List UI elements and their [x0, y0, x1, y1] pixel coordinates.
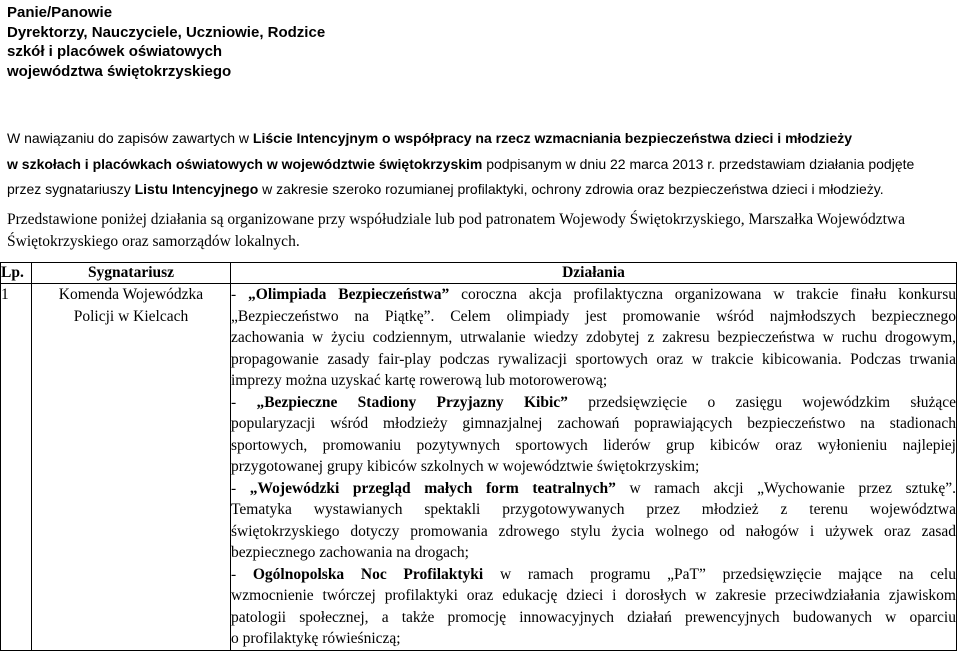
letter-of-intent-ref: Listu Intencyjnego [134, 181, 259, 197]
actions-table [0, 262, 957, 651]
action-line: zachowania w życiu codziennym, utrwalanie wiedzy zdobytej z zakresu bezpieczeństwa w ruchu drogowym, [231, 329, 956, 346]
cell-signatory [32, 284, 231, 651]
action-line: - „Wojewódzki przegląd małych form teatralnych” w ramach akcji „Wychowanie przez sztukę”. [231, 479, 956, 497]
action-line: o profilaktykę rówieśniczą; [231, 630, 401, 647]
intro-text: w zakresie szeroko rozumianej profilaktyki, ochrony zdrowia oraz bezpieczeństwa dzieci i młodzieży. [258, 181, 884, 197]
intro-text: przez sygnatariuszy [7, 181, 135, 197]
action-title: „Bezpieczne Stadiony Przyjazny Kibic” [256, 393, 568, 411]
header-lp: Lp. [1, 263, 32, 284]
salutation-line: Dyrektorzy, Nauczyciele, Uczniowie, Rodzice [7, 23, 326, 41]
action-line: - „Olimpiada Bezpieczeństwa” coroczna akcja profilaktyczna organizowana w trakcie finału konkursu [231, 286, 956, 303]
intro-paragraph [7, 126, 953, 203]
cell-actions [231, 284, 957, 651]
action-line: popularyzacji wśród młodzieży gimnazjalnej zachowań poprawiających bezpieczeństwo na stadionach [231, 415, 956, 432]
salutation-block [7, 3, 325, 81]
header-actions: Działania [231, 263, 957, 284]
action-title: „Wojewódzki przegląd małych form teatralnych” [249, 479, 616, 497]
salutation-line: Panie/Panowie [7, 4, 113, 21]
action-line: świętokrzyskiego dotyczy promowania zdrowego stylu życia wolnego od nałogów i używek oraz zasad [231, 522, 956, 540]
action-line: bezpiecznego zachowania na drogach; [231, 544, 469, 561]
action-title: Ogólnopolska Noc Profilaktyki [252, 565, 484, 583]
signatory-line: Komenda Wojewódzka [58, 286, 204, 303]
signatory-line: Policji w Kielcach [73, 307, 189, 325]
letter-of-intent-title-cont: w szkołach i placówkach oświatowych w województwie świętokrzyskim [7, 155, 483, 172]
salutation-line: województwa świętokrzyskiego [7, 62, 232, 80]
patronage-line: Świętokrzyskiego oraz samorządów lokalnych. [7, 233, 300, 250]
action-line: patologii społecznej, a także promocję innowacyjnych działań prewencyjnych budowanych w oparciu [231, 608, 956, 626]
intro-text: W nawiązaniu do zapisów zawartych w [7, 130, 253, 146]
letter-of-intent-title: Liście Intencyjnym o współpracy na rzecz wzmacniania bezpieczeństwa dzieci i młodzieży [252, 130, 852, 146]
salutation-line: szkół i placówek oświatowych [7, 43, 223, 60]
cell-lp: 1 [1, 284, 32, 651]
intro-line [7, 152, 953, 178]
action-line: - „Bezpieczne Stadiony Przyjazny Kibic” przedsięwzięcie o zasięgu wojewódzkim służące [231, 393, 956, 411]
patronage-line: Przedstawione poniżej działania są organizowane przy współudziale lub pod patronatem Wojewody Świętokrzyskiego, Marszałka Województwa [7, 211, 905, 228]
action-title: „Olimpiada Bezpieczeństwa” [248, 286, 450, 303]
table-row [1, 284, 957, 651]
action-line: Tematyka wystawianych spektakli przygotowywanych przez młodzież z terenu województwa [231, 501, 956, 518]
table-header-row [1, 263, 957, 284]
action-line: propagowanie zasady fair-play podczas rywalizacji sportowych oraz w trakcie kibicowania. Podczas trwania [231, 350, 956, 368]
intro-line [7, 177, 953, 203]
intro-line [7, 126, 953, 152]
action-line: „Bezpieczeństwo na Piątkę”. Celem olimpiady jest promowanie wśród najmłodszych bezpiecznego [231, 307, 956, 325]
action-line: - Ogólnopolska Noc Profilaktyki w ramach programu „PaT” przedsięwzięcie mające na celu [231, 565, 956, 583]
header-signatory: Sygnatariusz [32, 263, 231, 284]
patronage-paragraph [7, 209, 953, 253]
intro-text: podpisanym w dniu 22 marca 2013 r. przedstawiam działania podjęte [482, 155, 915, 172]
action-line: sportowych, promowaniu pozytywnych sportowych liderów grup kibiców oraz wyłonieniu najlepiej [231, 436, 956, 454]
action-line: przygotowanej grupy kibiców szkolnych w województwie świętokrzyskim; [231, 458, 700, 475]
action-line: wzmocnienie twórczej profilaktyki oraz edukację dzieci i dorosłych w zakresie przeciwdziałania zjawiskom [231, 587, 956, 604]
action-line: imprezy można uzyskać kartę rowerową lub motorowerową; [231, 372, 608, 389]
